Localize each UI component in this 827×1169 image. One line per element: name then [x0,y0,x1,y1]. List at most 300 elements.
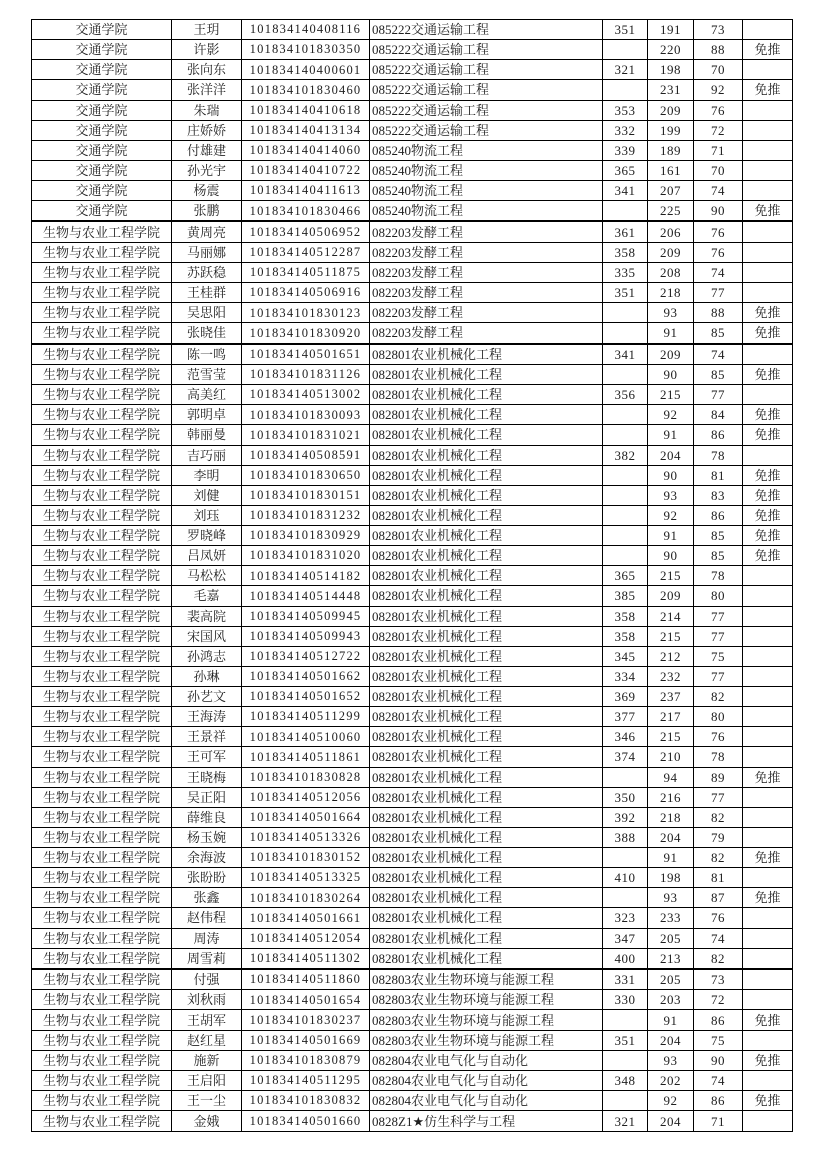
cell-score2: 233 [648,908,694,928]
cell-score3: 82 [694,848,743,868]
cell-name: 周雪莉 [172,948,242,969]
cell-score3: 80 [694,707,743,727]
cell-score3: 86 [694,505,743,525]
cell-major: 082803农业生物环境与能源工程 [370,990,603,1010]
table-row [32,1070,793,1090]
cell-college: 生物与农业工程学院 [32,928,172,948]
cell-name: 王桂群 [172,283,242,303]
cell-remark [743,1030,793,1050]
cell-candidate_id: 101834140511861 [242,747,370,767]
cell-major: 082801农业机械化工程 [370,405,603,425]
table-row [32,1030,793,1050]
cell-score3: 77 [694,787,743,807]
cell-score3: 78 [694,747,743,767]
cell-score3: 90 [694,201,743,222]
cell-name: 施新 [172,1050,242,1070]
cell-score2: 91 [648,425,694,445]
cell-score3: 85 [694,526,743,546]
cell-major: 082203发酵工程 [370,242,603,262]
cell-remark: 免推 [743,505,793,525]
cell-score1: 369 [603,687,648,707]
cell-college: 生物与农业工程学院 [32,405,172,425]
cell-remark: 免推 [743,1090,793,1110]
cell-candidate_id: 101834140514182 [242,566,370,586]
cell-name: 马丽娜 [172,242,242,262]
table-row [32,807,793,827]
cell-score1: 345 [603,646,648,666]
cell-score2: 198 [648,868,694,888]
cell-college: 交通学院 [32,100,172,120]
cell-major: 082801农业机械化工程 [370,465,603,485]
cell-score1: 382 [603,445,648,465]
cell-score2: 204 [648,827,694,847]
cell-score3: 70 [694,160,743,180]
cell-candidate_id: 101834101830879 [242,1050,370,1070]
cell-remark: 免推 [743,365,793,385]
cell-candidate_id: 101834140512722 [242,646,370,666]
cell-major: 082803农业生物环境与能源工程 [370,1030,603,1050]
cell-name: 张鹏 [172,201,242,222]
cell-score3: 89 [694,767,743,787]
cell-college: 生物与农业工程学院 [32,283,172,303]
cell-score1: 341 [603,344,648,365]
cell-score2: 93 [648,888,694,908]
cell-remark [743,747,793,767]
cell-college: 生物与农业工程学院 [32,868,172,888]
cell-score1 [603,505,648,525]
cell-remark [743,140,793,160]
cell-remark [743,1111,793,1132]
cell-score3: 74 [694,181,743,201]
document-page [31,19,793,1132]
cell-major: 082801农业机械化工程 [370,365,603,385]
cell-candidate_id: 101834140513325 [242,868,370,888]
cell-score1: 353 [603,100,648,120]
cell-candidate_id: 101834140501669 [242,1030,370,1050]
cell-score2: 203 [648,990,694,1010]
table-row [32,687,793,707]
cell-score1: 321 [603,1111,648,1132]
cell-score2: 213 [648,948,694,969]
cell-name: 孙光宇 [172,160,242,180]
cell-candidate_id: 101834101831126 [242,365,370,385]
cell-score2: 217 [648,707,694,727]
cell-score1: 347 [603,928,648,948]
cell-score2: 210 [648,747,694,767]
cell-remark [743,262,793,282]
cell-major: 082203发酵工程 [370,303,603,323]
cell-college: 生物与农业工程学院 [32,323,172,344]
table-row [32,990,793,1010]
cell-college: 生物与农业工程学院 [32,221,172,242]
table-row [32,323,793,344]
cell-score2: 93 [648,303,694,323]
cell-score1: 334 [603,666,648,686]
cell-score2: 215 [648,626,694,646]
cell-score3: 82 [694,807,743,827]
cell-major: 082801农业机械化工程 [370,646,603,666]
cell-name: 杨震 [172,181,242,201]
cell-remark [743,727,793,747]
table-row [32,626,793,646]
table-row [32,201,793,222]
cell-candidate_id: 101834140508591 [242,445,370,465]
cell-candidate_id: 101834101830350 [242,40,370,60]
cell-major: 082801农业机械化工程 [370,606,603,626]
cell-major: 082801农业机械化工程 [370,908,603,928]
cell-candidate_id: 101834140501661 [242,908,370,928]
cell-candidate_id: 101834101830237 [242,1010,370,1030]
cell-score2: 214 [648,606,694,626]
cell-score1: 351 [603,283,648,303]
cell-name: 赵伟程 [172,908,242,928]
cell-score1 [603,526,648,546]
cell-major: 082203发酵工程 [370,262,603,282]
cell-major: 082801农业机械化工程 [370,385,603,405]
cell-candidate_id: 101834140511302 [242,948,370,969]
cell-score1 [603,848,648,868]
cell-score2: 237 [648,687,694,707]
cell-score1: 321 [603,60,648,80]
cell-remark: 免推 [743,485,793,505]
cell-score1: 346 [603,727,648,747]
cell-score2: 218 [648,283,694,303]
cell-candidate_id: 101834140408116 [242,20,370,40]
cell-candidate_id: 101834101830151 [242,485,370,505]
cell-candidate_id: 101834101831020 [242,546,370,566]
cell-name: 张洋洋 [172,80,242,100]
cell-name: 吴思阳 [172,303,242,323]
cell-major: 082801农业机械化工程 [370,948,603,969]
cell-score3: 88 [694,303,743,323]
cell-college: 生物与农业工程学院 [32,646,172,666]
cell-name: 付强 [172,969,242,990]
table-row [32,707,793,727]
cell-score3: 86 [694,1010,743,1030]
cell-score3: 90 [694,1050,743,1070]
cell-candidate_id: 101834140506952 [242,221,370,242]
cell-name: 王一尘 [172,1090,242,1110]
cell-major: 082801农业机械化工程 [370,707,603,727]
cell-remark [743,687,793,707]
table-row [32,566,793,586]
cell-score2: 220 [648,40,694,60]
cell-remark [743,928,793,948]
table-row [32,303,793,323]
table-row [32,120,793,140]
cell-score1 [603,201,648,222]
cell-major: 085222交通运输工程 [370,120,603,140]
cell-candidate_id: 101834140501660 [242,1111,370,1132]
cell-college: 生物与农业工程学院 [32,1030,172,1050]
table-row [32,827,793,847]
table-row [32,385,793,405]
cell-candidate_id: 101834101830832 [242,1090,370,1110]
cell-candidate_id: 101834140512287 [242,242,370,262]
cell-score2: 202 [648,1070,694,1090]
cell-score2: 91 [648,848,694,868]
cell-name: 刘珏 [172,505,242,525]
cell-college: 生物与农业工程学院 [32,465,172,485]
cell-major: 082801农业机械化工程 [370,807,603,827]
cell-remark [743,385,793,405]
cell-major: 085240物流工程 [370,160,603,180]
table-row [32,140,793,160]
cell-college: 生物与农业工程学院 [32,807,172,827]
cell-college: 交通学院 [32,60,172,80]
cell-candidate_id: 101834140513326 [242,827,370,847]
cell-score1: 335 [603,262,648,282]
cell-candidate_id: 101834140509943 [242,626,370,646]
cell-name: 李明 [172,465,242,485]
cell-major: 085222交通运输工程 [370,60,603,80]
cell-candidate_id: 101834101830650 [242,465,370,485]
cell-name: 刘秋雨 [172,990,242,1010]
cell-candidate_id: 101834101830466 [242,201,370,222]
cell-score3: 82 [694,687,743,707]
cell-name: 赵红星 [172,1030,242,1050]
cell-name: 罗晓峰 [172,526,242,546]
cell-major: 082203发酵工程 [370,221,603,242]
cell-candidate_id: 101834140513002 [242,385,370,405]
cell-college: 生物与农业工程学院 [32,566,172,586]
table-row [32,747,793,767]
cell-remark [743,908,793,928]
cell-score3: 77 [694,606,743,626]
table-row [32,928,793,948]
cell-candidate_id: 101834140511299 [242,707,370,727]
table-row [32,1010,793,1030]
cell-candidate_id: 101834140510060 [242,727,370,747]
cell-remark: 免推 [743,303,793,323]
cell-score1: 341 [603,181,648,201]
cell-major: 082801农业机械化工程 [370,526,603,546]
cell-score3: 86 [694,1090,743,1110]
cell-remark [743,868,793,888]
cell-score3: 76 [694,727,743,747]
cell-major: 085222交通运输工程 [370,80,603,100]
cell-college: 交通学院 [32,160,172,180]
cell-name: 马松松 [172,566,242,586]
cell-major: 082801农业机械化工程 [370,928,603,948]
cell-major: 082801农业机械化工程 [370,687,603,707]
cell-score3: 78 [694,566,743,586]
cell-college: 生物与农业工程学院 [32,485,172,505]
cell-name: 朱瑞 [172,100,242,120]
cell-score1 [603,80,648,100]
cell-candidate_id: 101834140501654 [242,990,370,1010]
cell-score3: 71 [694,1111,743,1132]
cell-score3: 73 [694,20,743,40]
cell-college: 生物与农业工程学院 [32,586,172,606]
cell-score1: 400 [603,948,648,969]
cell-score3: 76 [694,221,743,242]
cell-candidate_id: 101834140512056 [242,787,370,807]
table-row [32,485,793,505]
cell-college: 生物与农业工程学院 [32,242,172,262]
cell-score1 [603,40,648,60]
cell-major: 082804农业电气化与自动化 [370,1070,603,1090]
cell-major: 085240物流工程 [370,201,603,222]
table-row [32,181,793,201]
cell-score1 [603,303,648,323]
cell-major: 082801农业机械化工程 [370,425,603,445]
cell-score3: 75 [694,646,743,666]
cell-remark [743,221,793,242]
cell-score1 [603,546,648,566]
cell-candidate_id: 101834101830929 [242,526,370,546]
cell-score2: 93 [648,485,694,505]
table-row [32,242,793,262]
cell-major: 082801农业机械化工程 [370,485,603,505]
cell-score1: 332 [603,120,648,140]
cell-score2: 216 [648,787,694,807]
cell-score1: 350 [603,787,648,807]
cell-score3: 76 [694,100,743,120]
cell-score2: 94 [648,767,694,787]
cell-major: 082803农业生物环境与能源工程 [370,969,603,990]
cell-college: 交通学院 [32,140,172,160]
cell-score3: 74 [694,1070,743,1090]
cell-college: 生物与农业工程学院 [32,888,172,908]
cell-remark: 免推 [743,201,793,222]
cell-candidate_id: 101834101831232 [242,505,370,525]
cell-name: 裴高院 [172,606,242,626]
cell-remark [743,666,793,686]
cell-remark [743,948,793,969]
cell-remark [743,787,793,807]
cell-major: 085240物流工程 [370,181,603,201]
cell-name: 毛嘉 [172,586,242,606]
cell-candidate_id: 101834140414060 [242,140,370,160]
cell-name: 孙鸿志 [172,646,242,666]
table-row [32,425,793,445]
cell-score2: 218 [648,807,694,827]
cell-score3: 80 [694,586,743,606]
cell-remark [743,1070,793,1090]
cell-major: 082801农业机械化工程 [370,727,603,747]
cell-name: 范雪莹 [172,365,242,385]
cell-college: 生物与农业工程学院 [32,344,172,365]
cell-major: 085222交通运输工程 [370,40,603,60]
cell-remark [743,566,793,586]
cell-score3: 77 [694,283,743,303]
cell-remark: 免推 [743,848,793,868]
cell-score1: 377 [603,707,648,727]
cell-candidate_id: 101834101830152 [242,848,370,868]
cell-major: 082801农业机械化工程 [370,767,603,787]
cell-candidate_id: 101834140506916 [242,283,370,303]
cell-score1: 374 [603,747,648,767]
cell-score3: 75 [694,1030,743,1050]
cell-name: 陈一鸣 [172,344,242,365]
cell-candidate_id: 101834140501662 [242,666,370,686]
cell-score2: 92 [648,405,694,425]
cell-name: 孙艺文 [172,687,242,707]
cell-score1: 323 [603,908,648,928]
cell-score2: 205 [648,928,694,948]
cell-score1: 365 [603,566,648,586]
cell-college: 生物与农业工程学院 [32,1010,172,1030]
cell-major: 082801农业机械化工程 [370,505,603,525]
cell-name: 王景祥 [172,727,242,747]
cell-candidate_id: 101834140413134 [242,120,370,140]
cell-name: 张向东 [172,60,242,80]
cell-remark [743,646,793,666]
cell-score3: 85 [694,323,743,344]
table-row [32,465,793,485]
table-row [32,727,793,747]
cell-college: 生物与农业工程学院 [32,727,172,747]
cell-college: 生物与农业工程学院 [32,948,172,969]
cell-score2: 231 [648,80,694,100]
cell-score2: 204 [648,445,694,465]
cell-college: 生物与农业工程学院 [32,990,172,1010]
cell-candidate_id: 101834140400601 [242,60,370,80]
cell-college: 生物与农业工程学院 [32,303,172,323]
cell-score2: 189 [648,140,694,160]
cell-candidate_id: 101834140511295 [242,1070,370,1090]
table-row [32,40,793,60]
cell-candidate_id: 101834140511875 [242,262,370,282]
cell-score3: 70 [694,60,743,80]
cell-name: 刘健 [172,485,242,505]
cell-college: 生物与农业工程学院 [32,687,172,707]
cell-remark: 免推 [743,465,793,485]
cell-name: 薛维良 [172,807,242,827]
cell-name: 韩丽曼 [172,425,242,445]
cell-remark: 免推 [743,888,793,908]
cell-score3: 88 [694,40,743,60]
cell-name: 孙琳 [172,666,242,686]
cell-score2: 205 [648,969,694,990]
cell-candidate_id: 101834140501664 [242,807,370,827]
cell-college: 生物与农业工程学院 [32,1090,172,1110]
cell-score3: 81 [694,465,743,485]
cell-major: 082801农业机械化工程 [370,666,603,686]
cell-score3: 84 [694,405,743,425]
cell-college: 生物与农业工程学院 [32,848,172,868]
cell-remark: 免推 [743,323,793,344]
cell-score1: 358 [603,606,648,626]
cell-score2: 208 [648,262,694,282]
cell-score1 [603,465,648,485]
cell-score2: 199 [648,120,694,140]
cell-score1: 410 [603,868,648,888]
table-row [32,948,793,969]
cell-major: 082801农业机械化工程 [370,868,603,888]
cell-candidate_id: 101834140410722 [242,160,370,180]
cell-major: 082801农业机械化工程 [370,827,603,847]
table-row [32,262,793,282]
cell-score3: 85 [694,546,743,566]
cell-college: 交通学院 [32,120,172,140]
table-row [32,1090,793,1110]
table-row [32,908,793,928]
cell-score3: 74 [694,262,743,282]
cell-score1: 361 [603,221,648,242]
cell-college: 生物与农业工程学院 [32,707,172,727]
cell-name: 吉巧丽 [172,445,242,465]
cell-college: 生物与农业工程学院 [32,1050,172,1070]
cell-college: 生物与农业工程学院 [32,526,172,546]
cell-name: 金娥 [172,1111,242,1132]
cell-name: 高美红 [172,385,242,405]
cell-score3: 92 [694,80,743,100]
cell-college: 生物与农业工程学院 [32,606,172,626]
cell-college: 生物与农业工程学院 [32,1070,172,1090]
cell-score2: 204 [648,1111,694,1132]
